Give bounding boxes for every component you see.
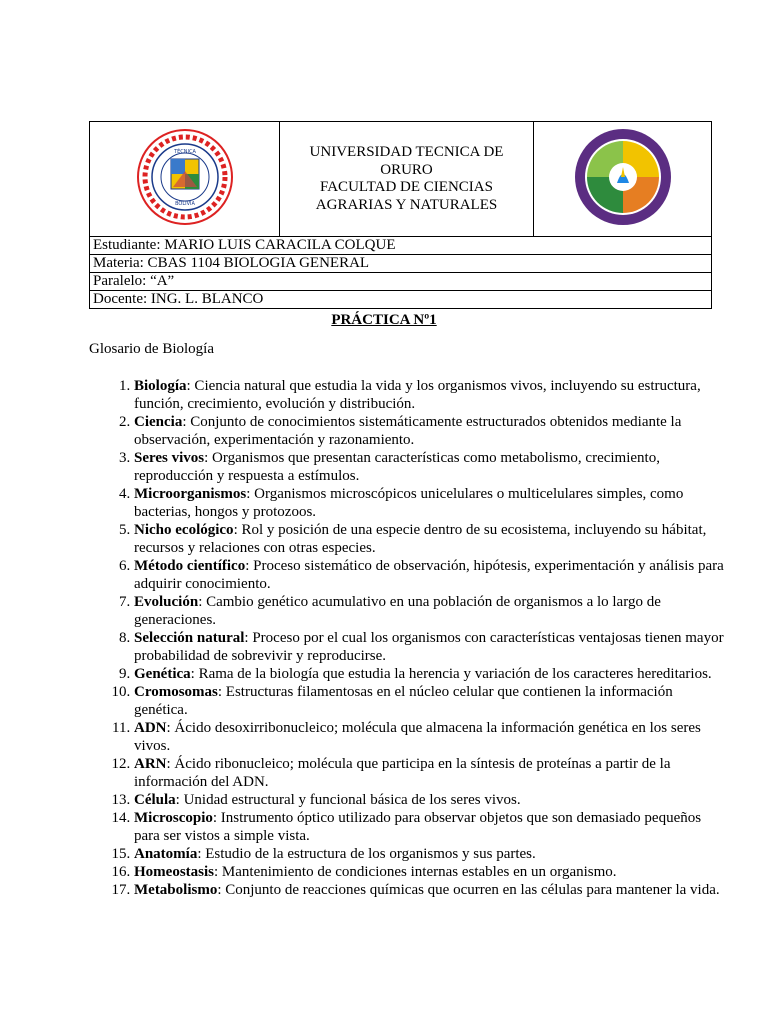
seal-label-top: TÉCNICA xyxy=(173,148,196,155)
glossary-term: Genética xyxy=(134,666,191,682)
glossary-definition: : Conjunto de conocimientos sistemáticamente estructurados obtenidos mediante la observación, experimentación y razonamiento. xyxy=(134,414,682,448)
glossary-definition: : Proceso sistemático de observación, hipótesis, experimentación y análisis para adquirir conocimiento. xyxy=(134,558,724,592)
glossary-term: Método científico xyxy=(134,558,246,574)
glossary-item xyxy=(134,377,724,413)
seal-label-bottom: BOLIVIA xyxy=(174,200,195,207)
glossary-definition: : Rama de la biología que estudia la herencia y variación de los caracteres hereditarios. xyxy=(190,666,712,682)
subject-field: Materia: CBAS 1104 BIOLOGIA GENERAL xyxy=(90,255,712,273)
right-logo-cell xyxy=(534,122,712,237)
teacher-field: Docente: ING. L. BLANCO xyxy=(90,291,712,309)
title-line-2: ORURO xyxy=(380,161,433,178)
glossary-term: Microscopio xyxy=(134,810,213,826)
glossary-item xyxy=(134,629,724,665)
left-logo-cell xyxy=(90,122,280,237)
glossary-definition: : Cambio genético acumulativo en una población de organismos a lo largo de generaciones. xyxy=(134,594,661,628)
practica-title: PRÁCTICA Nº1 xyxy=(331,312,437,328)
glossary-item xyxy=(134,719,724,755)
glossary-definition: : Unidad estructural y funcional básica de los seres vivos. xyxy=(175,792,521,808)
glossary-term: Anatomía xyxy=(134,846,198,862)
glossary-term: Microorganismos xyxy=(134,486,247,502)
glossary-term: Ciencia xyxy=(134,414,183,430)
glossary-item xyxy=(134,449,724,485)
student-field: Estudiante: MARIO LUIS CARACILA COLQUE xyxy=(90,237,712,255)
glossary-item xyxy=(134,683,724,719)
glossary-term: Homeostasis xyxy=(134,864,214,880)
glossary-item xyxy=(134,557,724,593)
glossary-definition: : Ácido ribonucleico; molécula que participa en la síntesis de proteínas a partir de la información del ADN. xyxy=(134,756,671,790)
glossary-definition: : Estructuras filamentosas en el núcleo celular que contienen la información genética. xyxy=(134,684,673,718)
glossary-term: ADN xyxy=(134,720,167,736)
title-line-4: AGRARIAS Y NATURALES xyxy=(315,196,498,213)
glossary-term: Biología xyxy=(134,378,187,394)
glossary-term: Evolución xyxy=(134,594,199,610)
glossary-term: Metabolismo xyxy=(134,882,218,898)
glossary-item xyxy=(134,665,724,683)
university-seal-icon xyxy=(135,127,235,227)
glossary-definition: : Ácido desoxirribonucleico; molécula que almacena la información genética en los seres vivos. xyxy=(134,720,701,754)
glossary-definition: : Ciencia natural que estudia la vida y los organismos vivos, incluyendo su estructura, función, crecimiento, evolución y distribución. xyxy=(134,378,701,412)
glossary-item xyxy=(134,791,724,809)
glossary-item xyxy=(134,845,724,863)
glossary-definition: : Organismos microscópicos unicelulares o multicelulares simples, como bacterias, hongos y protozoos. xyxy=(134,486,684,520)
glossary-definition: : Instrumento óptico utilizado para observar objetos que son demasiado pequeños para ser vistos a simple vista. xyxy=(134,810,702,844)
title-line-1: UNIVERSIDAD TECNICA DE xyxy=(309,144,504,160)
glossary-item xyxy=(134,755,724,791)
glossary-item xyxy=(134,413,724,449)
university-title xyxy=(280,122,534,237)
glossary-item xyxy=(134,593,724,629)
glossary-subtitle: Glosario de Biología xyxy=(89,341,214,357)
glossary-item xyxy=(134,809,724,845)
glossary-item xyxy=(134,881,724,899)
glossary-term: Selección natural xyxy=(134,630,245,646)
glossary-term: Cromosomas xyxy=(134,684,218,700)
glossary-term: Seres vivos xyxy=(134,450,205,466)
title-line-3: FACULTAD DE CIENCIAS xyxy=(320,179,493,195)
glossary-definition: : Rol y posición de una especie dentro de su ecosistema, incluyendo su hábitat, recursos y relaciones con otras especies. xyxy=(134,522,707,556)
glossary-term: Célula xyxy=(134,792,176,808)
glossary-definition: : Conjunto de reacciones químicas que ocurren en las células para mantener la vida. xyxy=(217,882,720,898)
glossary-definition: : Organismos que presentan características como metabolismo, crecimiento, reproducción y respuesta a estímulos. xyxy=(134,450,660,484)
glossary-definition: : Proceso por el cual los organismos con características ventajosas tienen mayor probabilidad de sobrevivir y reproducirse. xyxy=(134,630,724,664)
header-table xyxy=(89,121,712,309)
glossary-item xyxy=(134,863,724,881)
glossary-definition: : Mantenimiento de condiciones internas estables en un organismo. xyxy=(214,864,617,880)
faculty-emblem-icon xyxy=(573,127,673,227)
parallel-field: Paralelo: “A” xyxy=(90,273,712,291)
glossary-term: ARN xyxy=(134,756,167,772)
glossary-term: Nicho ecológico xyxy=(134,522,234,538)
glossary-definition: : Estudio de la estructura de los organismos y sus partes. xyxy=(197,846,536,862)
glossary-item xyxy=(134,485,724,521)
glossary-list xyxy=(89,377,724,899)
glossary-item xyxy=(134,521,724,557)
